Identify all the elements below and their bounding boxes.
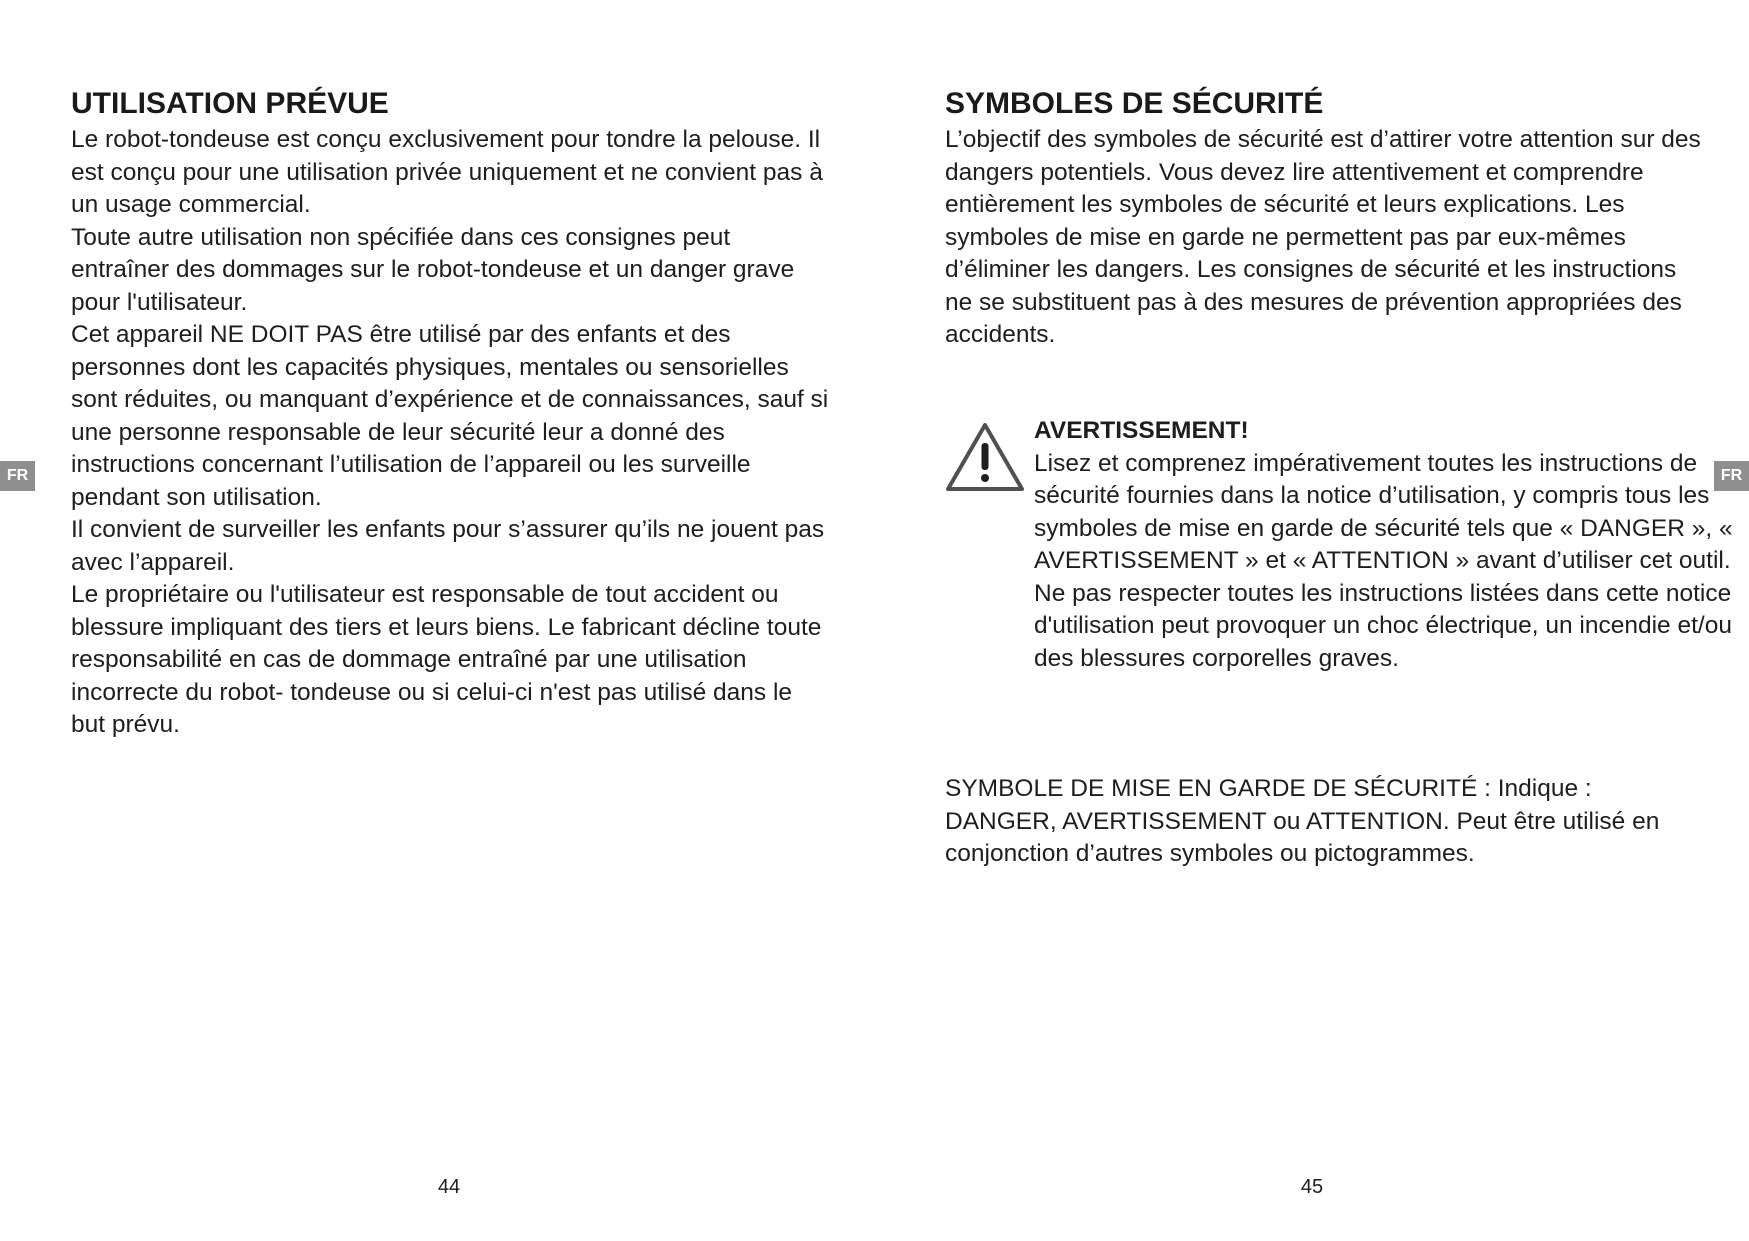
page-number-right: 45 [1300, 1176, 1324, 1198]
language-tab-right: FR [1714, 461, 1749, 491]
warning-title: AVERTISSEMENT! [1034, 417, 1249, 444]
paragraph: Il convient de surveiller les enfants pour s’assurer qu’ils ne jouent pas avec l’appareil. [71, 516, 825, 576]
warning-triangle-icon [945, 421, 1025, 493]
paragraph: SYMBOLE DE MISE EN GARDE DE SÉCURITÉ : Indique : DANGER, AVERTISSEMENT ou ATTENTION. Peut être utilisé en conjonction d’autres symboles ou pictogrammes. [945, 775, 1660, 867]
warning-text: Lisez et comprenez impérativement toutes les instructions de sécurité fournies dans la notice d’utilisation, y compris tous les symboles de mise en garde de sécurité tels que « DANGER », « AVERTISSEMENT » et « ATTENTION » avant d’utiliser cet outil. Ne pas respecter toutes les instructions listées dans cette notice d'utilisation peut provoquer un choc électrique, un incendie et/ou des blessures corporelles graves. [1034, 449, 1733, 672]
paragraph: Le propriétaire ou l'utilisateur est responsable de tout accident ou blessure impliquant des tiers et leurs biens. Le fabricant décline toute responsabilité en cas de dommage entraîné par une utilisation incorrecte du robot- tondeuse ou si celui-ci n'est pas utilisé dans le but prévu. [71, 581, 822, 738]
page-number-left: 44 [437, 1176, 461, 1198]
safety-symbols-title: SYMBOLES DE SÉCURITÉ [945, 87, 1324, 120]
warning-content [1034, 415, 1744, 675]
right-page [875, 0, 1749, 1241]
paragraph: Le robot-tondeuse est conçu exclusivement pour tondre la pelouse. Il est conçu pour une utilisation privée uniquement et ne convient pas à un usage commercial. [71, 126, 823, 218]
safety-symbol-note [945, 773, 1705, 871]
language-tab-left: FR [0, 461, 35, 491]
intended-use-body [71, 124, 831, 742]
left-page [0, 0, 874, 1241]
paragraph: Cet appareil NE DOIT PAS être utilisé par des enfants et des personnes dont les capacités physiques, mentales ou sensorielles sont réduites, ou manquant d’expérience et de connaissances, sauf si une personne responsable de leur sécurité leur a donné des instructions concernant l’utilisation de l’appareil ou les surveille pendant son utilisation. [71, 321, 829, 511]
intended-use-title: UTILISATION PRÉVUE [71, 87, 389, 120]
paragraph: L’objectif des symboles de sécurité est d’attirer votre attention sur des dangers potentiels. Vous devez lire attentivement et comprendre entièrement les symboles de sécurité et leurs explications. Les symboles de mise en garde ne permettent pas par eux-mêmes d’éliminer les dangers. Les consignes de sécurité et les instructions ne se substituent pas à des mesures de prévention appropriées des accidents. [945, 126, 1701, 348]
paragraph: Toute autre utilisation non spécifiée dans ces consignes peut entraîner des dommages sur le robot-tondeuse et un danger grave pour l'utilisateur. [71, 223, 795, 316]
safety-symbols-intro [945, 124, 1705, 352]
